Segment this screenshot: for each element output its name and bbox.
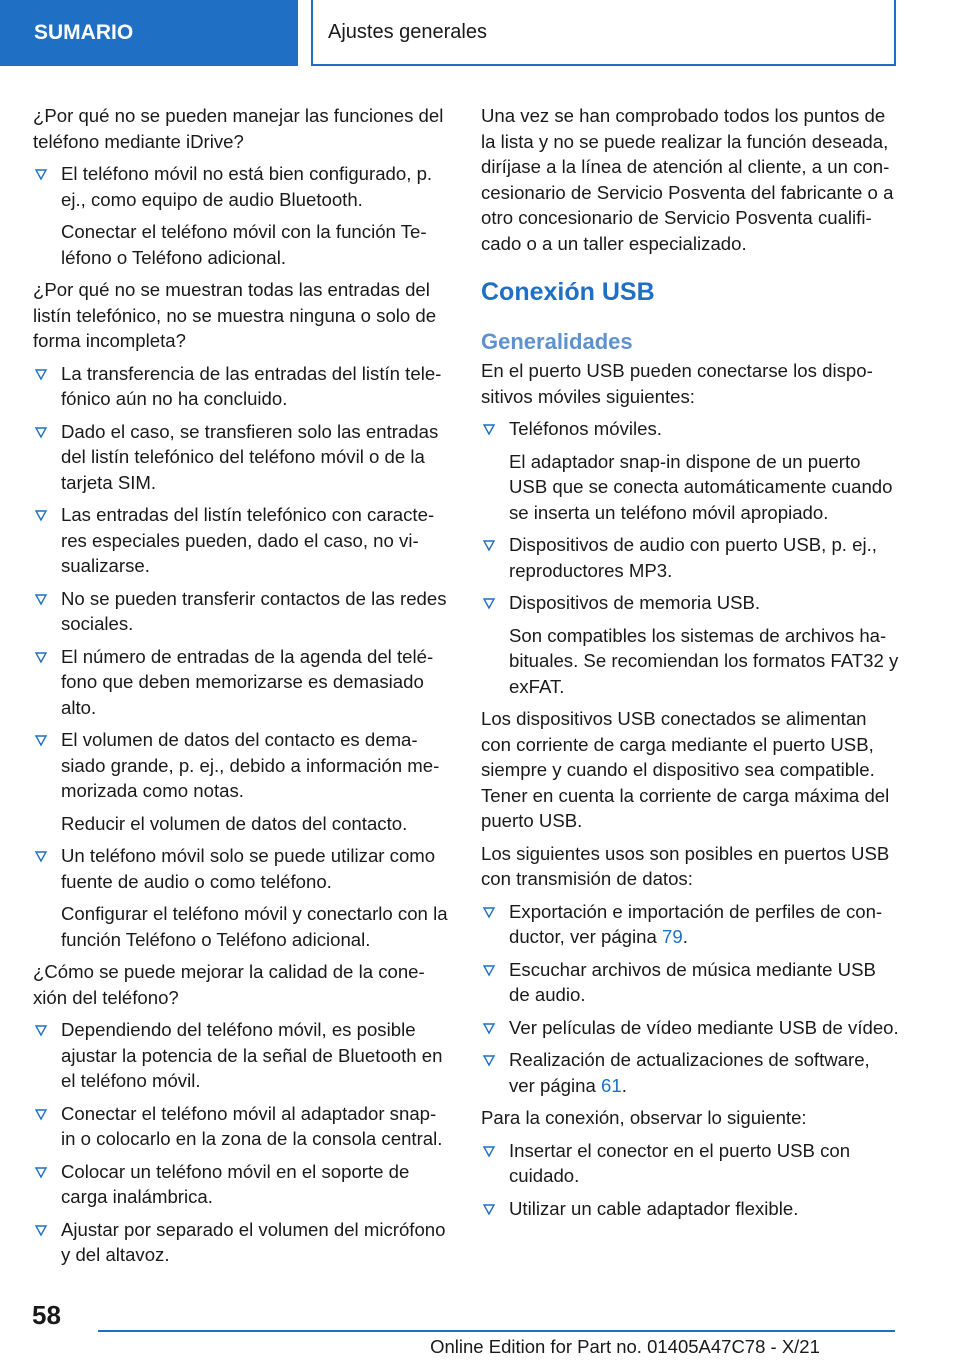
- chapter-header: [311, 0, 896, 66]
- list-item: [33, 419, 448, 496]
- triangle-bullet-icon: [34, 504, 48, 524]
- connection-quality-list: [33, 1017, 448, 1268]
- phonebook-list: [33, 361, 448, 953]
- triangle-bullet-icon: [482, 959, 496, 979]
- triangle-bullet-icon: [34, 1019, 48, 1039]
- connection-list: [481, 1138, 899, 1222]
- list-item: [481, 416, 899, 442]
- list-item-instruction: Configurar el teléfono móvil y conectarlo con la función Teléfono o Teléfono adicional.: [61, 903, 448, 950]
- list-item: [33, 586, 448, 637]
- list-item-text: Exportación e importación de perfiles de conductor, ver página: [509, 900, 883, 947]
- list-item-text: Colocar un teléfono móvil en el soporte de carga inalámbrica.: [61, 1160, 410, 1207]
- list-item: [33, 727, 448, 804]
- list-item: [33, 843, 448, 894]
- list-item-text: Realización de actualizaciones de software, ver página: [509, 1049, 870, 1096]
- list-item-text: Dependiendo del teléfono móvil, es posible ajustar la potencia de la señal de Bluetooth en el teléfono móvil.: [61, 1019, 443, 1091]
- list-item: [33, 161, 448, 212]
- triangle-bullet-icon: [482, 1049, 496, 1069]
- list-item-punctuation: .: [682, 926, 688, 947]
- list-item: [481, 1015, 899, 1041]
- intro-paragraph: Una vez se han comprobado todos los puntos de la lista y no se puede realizar la función deseada, diríjase a la línea de atención al cliente, a un concesionario de Servicio Posventa del fabricante o a otro concesionario de Servicio Posventa cualificado o a un taller especializado.: [481, 105, 894, 254]
- triangle-bullet-icon: [34, 845, 48, 865]
- uses-list: [481, 899, 899, 1099]
- list-item-text: El volumen de datos del contacto es demasiado grande, p. ej., debido a información memorizada como notas.: [61, 729, 440, 801]
- list-item-instruction: Son compatibles los sistemas de archivos habituales. Se recomiendan los formatos FAT32 y exFAT.: [509, 624, 899, 697]
- list-item-text: Teléfonos móviles.: [509, 418, 662, 439]
- footer-edition: Online Edition for Part no. 01405A47C78 - X/21: [430, 1336, 820, 1357]
- triangle-bullet-icon: [34, 588, 48, 608]
- triangle-bullet-icon: [482, 534, 496, 554]
- question-idrive: ¿Por qué no se pueden manejar las funciones del teléfono mediante iDrive?: [33, 105, 444, 152]
- list-item: [481, 1196, 899, 1222]
- list-item: [33, 644, 448, 721]
- section-tab[interactable]: [0, 0, 298, 66]
- list-item: [33, 1101, 448, 1152]
- uses-intro: Los siguientes usos son posibles en puertos USB con transmisión de datos:: [481, 842, 890, 889]
- list-item-punctuation: .: [621, 1074, 627, 1096]
- page-link[interactable]: 79: [662, 926, 683, 947]
- list-item: [33, 502, 448, 579]
- list-item-text: Dispositivos de audio con puerto USB, p. ej., reproductores MP3.: [509, 534, 877, 581]
- list-item: [481, 532, 899, 583]
- list-item: [33, 1159, 448, 1210]
- triangle-bullet-icon: [34, 1161, 48, 1181]
- list-item: [33, 361, 448, 412]
- list-item: [33, 1017, 448, 1094]
- triangle-bullet-icon: [482, 1198, 496, 1218]
- list-item-text: Insertar el conector en el puerto USB con cuidado.: [509, 1139, 851, 1186]
- triangle-bullet-icon: [482, 592, 496, 612]
- list-item-text: Un teléfono móvil solo se puede utilizar como fuente de audio o como teléfono.: [61, 845, 436, 892]
- list-item-text: No se pueden transferir contactos de las redes sociales.: [61, 587, 447, 634]
- list-item-text: Utilizar un cable adaptador flexible.: [509, 1197, 799, 1219]
- list-item-text: Dado el caso, se transfieren solo las entradas del listín telefónico del teléfono móvil o de la tarjeta SIM.: [61, 420, 439, 493]
- footer-divider: [98, 1330, 895, 1332]
- connection-intro: Para la conexión, observar lo siguiente:: [481, 1107, 807, 1128]
- list-item-text: Ver películas de vídeo mediante USB de vídeo.: [509, 1016, 899, 1038]
- triangle-bullet-icon: [482, 1017, 496, 1037]
- list-item-text: Ajustar por separado el volumen del micrófono y del altavoz.: [61, 1218, 446, 1265]
- list-item: [481, 590, 899, 616]
- triangle-bullet-icon: [34, 1103, 48, 1123]
- page-link[interactable]: 61: [601, 1074, 622, 1096]
- triangle-bullet-icon: [34, 421, 48, 441]
- right-column: [481, 103, 899, 1228]
- subsection-heading: Generalidades: [481, 329, 633, 354]
- list-item-text: Conectar el teléfono móvil al adaptador snap-in o colocarlo en la zona de la consola central.: [61, 1102, 443, 1149]
- list-item: [481, 1138, 899, 1189]
- list-item: [481, 1047, 899, 1098]
- triangle-bullet-icon: [34, 729, 48, 749]
- question-phonebook: ¿Por qué no se muestran todas las entradas del listín telefónico, no se muestra ninguna o solo de forma incompleta?: [33, 279, 437, 351]
- triangle-bullet-icon: [34, 363, 48, 383]
- triangle-bullet-icon: [34, 163, 48, 183]
- list-item-instruction: Conectar el teléfono móvil con la función Teléfono o Teléfono adicional.: [61, 221, 427, 268]
- list-item-text: Dispositivos de memoria USB.: [509, 592, 761, 613]
- list-item-text: El número de entradas de la agenda del teléfono que deben memorizarse es demasiado alto.: [61, 645, 434, 718]
- list-item-instruction: Reducir el volumen de datos del contacto.: [61, 812, 408, 834]
- section-heading: Conexión USB: [481, 278, 655, 306]
- list-item: [33, 1217, 448, 1268]
- triangle-bullet-icon: [34, 1219, 48, 1239]
- chapter-title: Ajustes generales: [328, 20, 487, 43]
- list-item: [481, 899, 899, 950]
- list-item-text: Escuchar archivos de música mediante USB de audio.: [509, 958, 876, 1005]
- list-item: [481, 957, 899, 1008]
- triangle-bullet-icon: [34, 646, 48, 666]
- triangle-bullet-icon: [482, 901, 496, 921]
- page-number: 58: [32, 1300, 61, 1330]
- triangle-bullet-icon: [482, 1140, 496, 1160]
- list-item-instruction: El adaptador snap-in dispone de un puerto USB que se conecta automáticamente cuando se inserta un teléfono móvil apropiado.: [509, 450, 893, 523]
- left-column: [33, 103, 448, 1275]
- devices-intro: En el puerto USB pueden conectarse los dispositivos móviles siguientes:: [481, 360, 873, 407]
- idrive-list: [33, 161, 448, 270]
- devices-list: [481, 416, 899, 699]
- question-connection-quality: ¿Cómo se puede mejorar la calidad de la conexión del teléfono?: [33, 961, 425, 1008]
- section-label: SUMARIO: [34, 21, 134, 44]
- list-item-text: Las entradas del listín telefónico con caracteres especiales pueden, dado el caso, no visualizarse.: [61, 504, 435, 576]
- charging-paragraph: Los dispositivos USB conectados se alimentan con corriente de carga mediante el puerto USB, siempre y cuando el dispositivo sea compatible. Tener en cuenta la corriente de carga máxima del puerto USB.: [481, 708, 890, 831]
- list-item-text: La transferencia de las entradas del listín telefónico aún no ha concluido.: [61, 362, 442, 409]
- list-item-text: El teléfono móvil no está bien configurado, p. ej., como equipo de audio Bluetooth.: [61, 163, 433, 210]
- triangle-bullet-icon: [482, 418, 496, 438]
